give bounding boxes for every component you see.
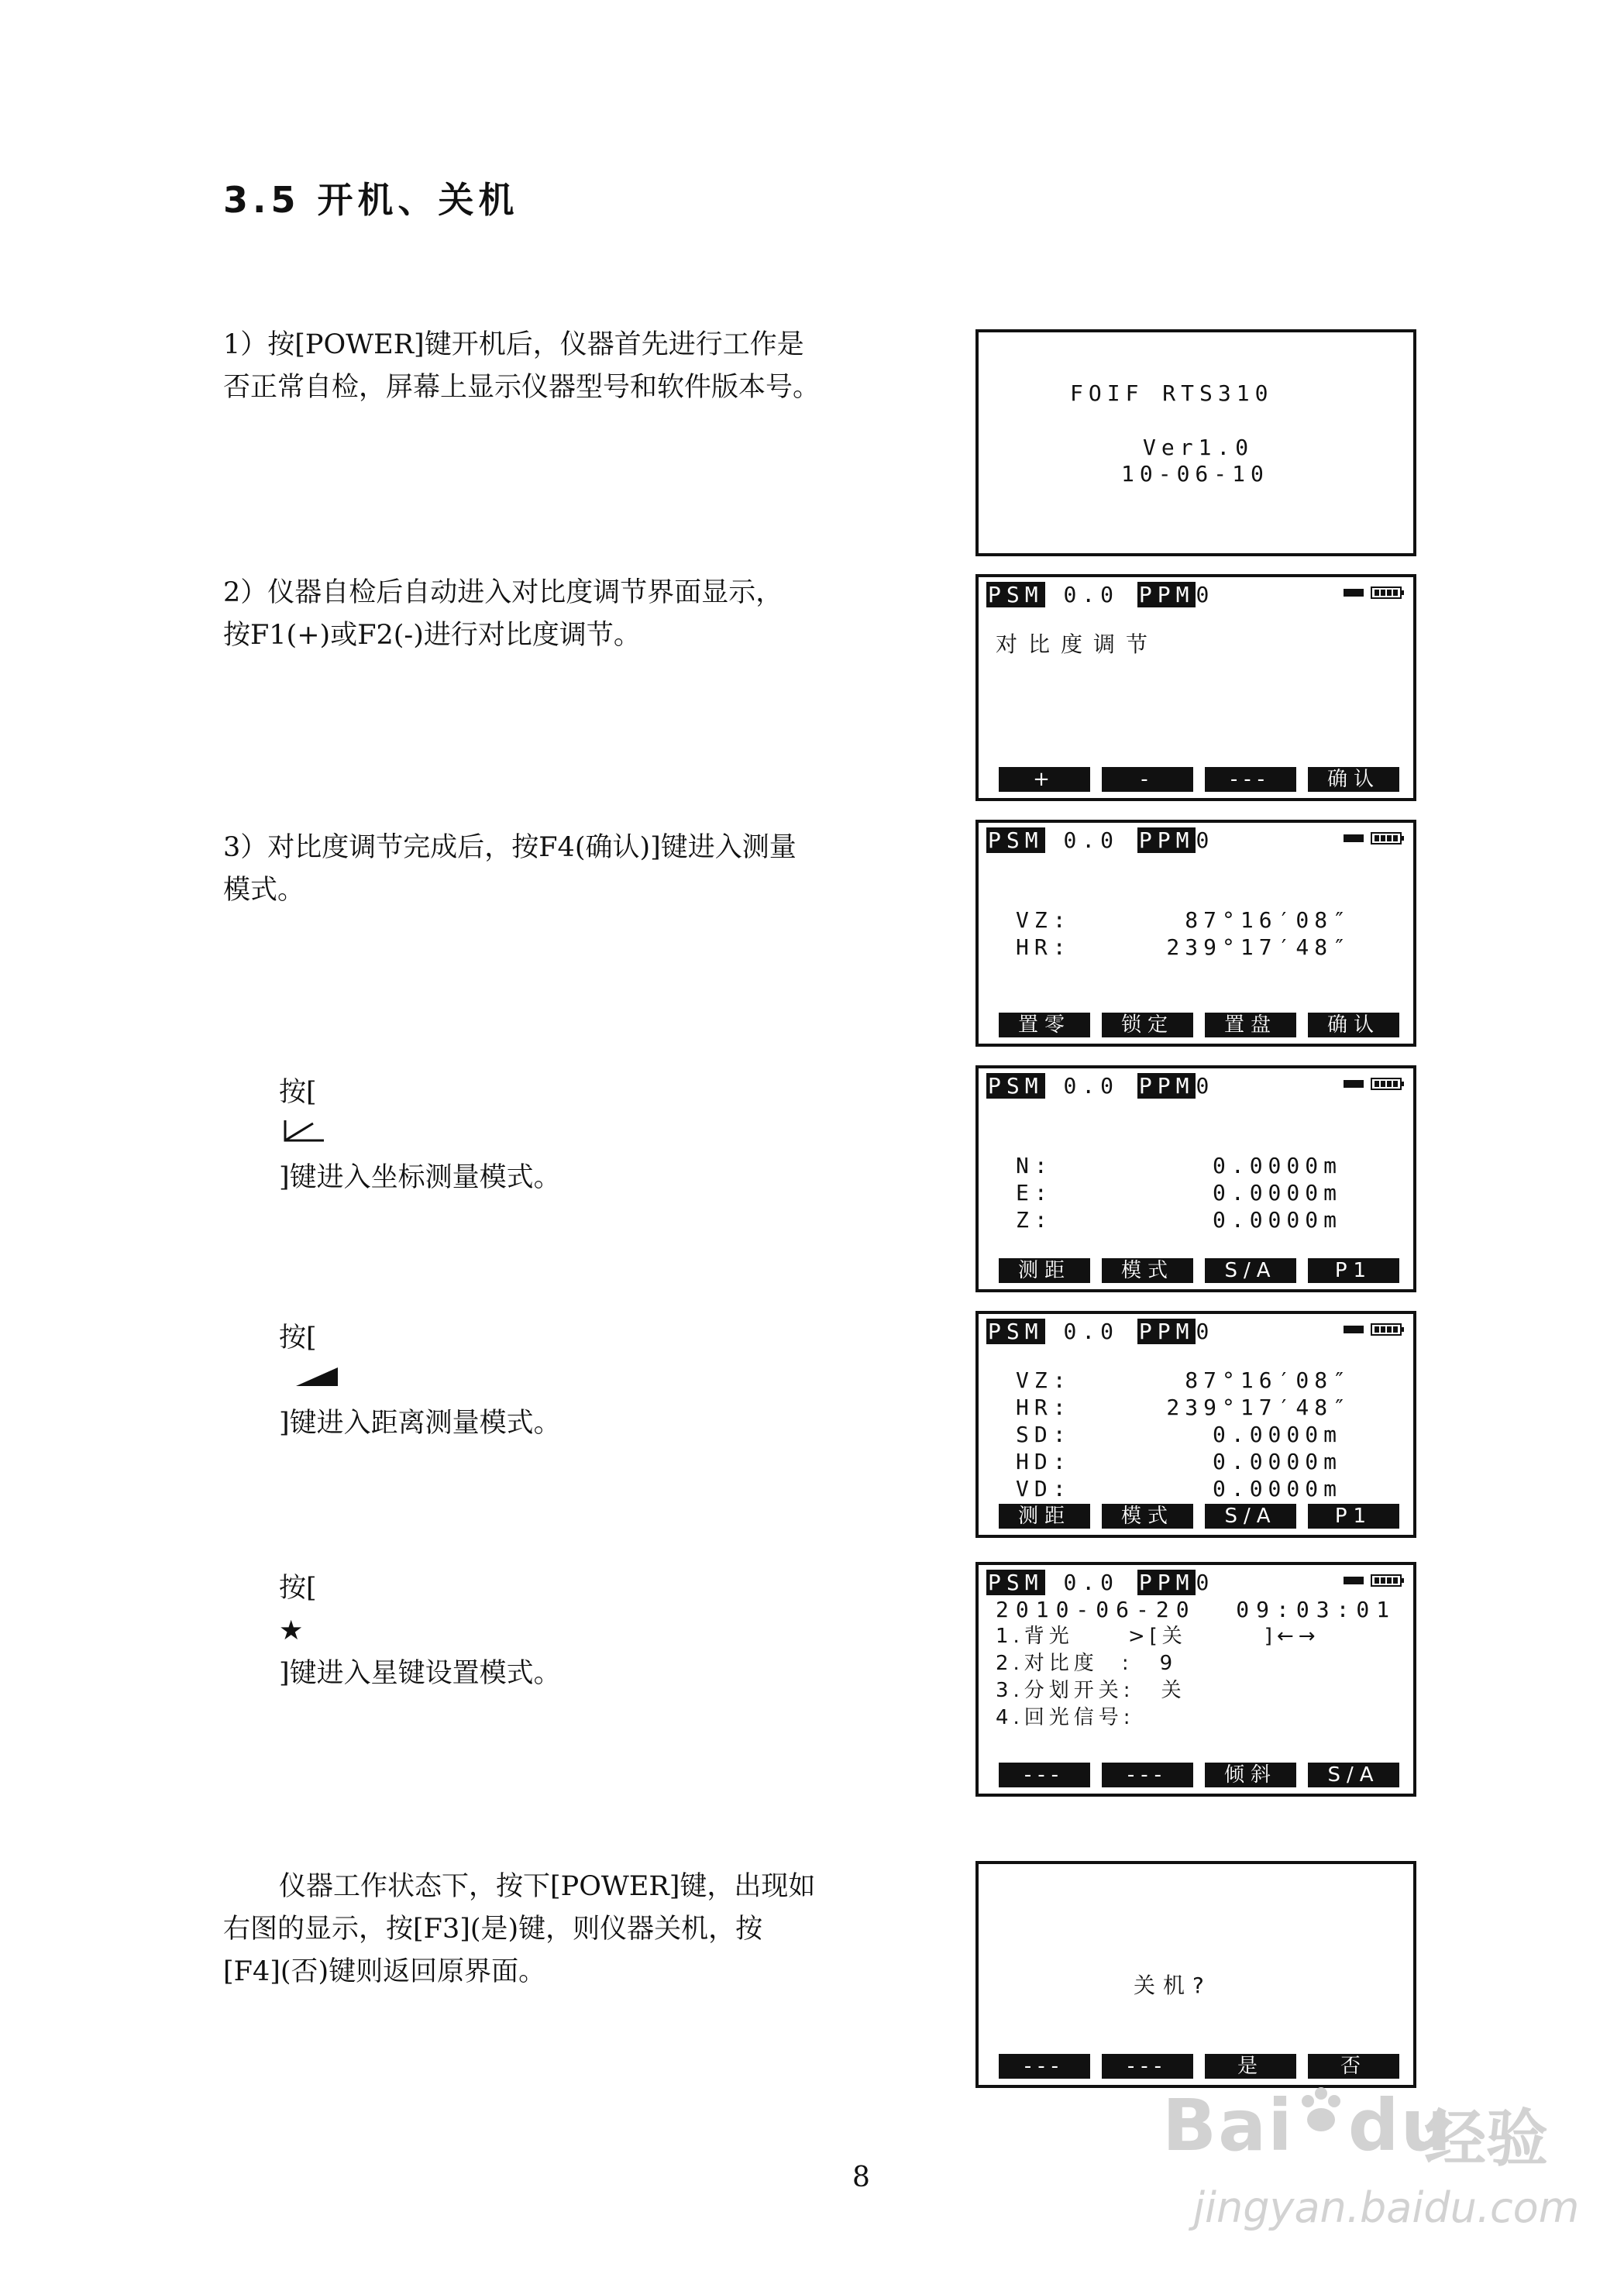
softkey-f1[interactable]: 测距: [999, 1258, 1090, 1283]
softkey-f2[interactable]: 模式: [1102, 1258, 1193, 1283]
coordinate-measure-screen: [975, 1065, 1416, 1292]
ppm-label: PPM: [1138, 1319, 1195, 1344]
paragraph-distance-key: [279, 1317, 561, 1445]
status-bar: [986, 827, 1214, 854]
item-separator: >[: [1127, 1625, 1162, 1648]
power-off-screen: [975, 1861, 1416, 2088]
softkey-f2[interactable]: ---: [1102, 2054, 1193, 2079]
watermark-brand-main: Bai: [1162, 2084, 1294, 2167]
softkey-f2[interactable]: 锁定: [1102, 1013, 1193, 1037]
ppm-value: 0: [1196, 582, 1215, 607]
text-line: 按F1(+)或F2(-)进行对比度调节。: [223, 620, 641, 651]
item-label: 3.分划开关:: [996, 1679, 1135, 1702]
softkey-f4[interactable]: P1: [1308, 1258, 1399, 1283]
z-label: Z:: [1016, 1207, 1053, 1233]
paw-icon: [1294, 2084, 1348, 2138]
watermark-url: jingyan.baidu.com: [1193, 2183, 1580, 2232]
ppm-value: 0: [1196, 1570, 1215, 1595]
softkey-f1[interactable]: 置零: [999, 1013, 1090, 1037]
battery-icon: [1344, 1323, 1404, 1336]
page-number: 8: [852, 2162, 870, 2193]
text-line: 右图的显示，按[F3](是)键，则仪器关机，按: [223, 1914, 763, 1945]
ppm-label: PPM: [1138, 1073, 1195, 1099]
softkey-bar: [999, 2054, 1399, 2079]
vz-label: VZ:: [1016, 1367, 1072, 1393]
ppm-value: 0: [1196, 1073, 1215, 1099]
text-line: 2）仪器自检后自动进入对比度调节界面显示，: [223, 577, 783, 608]
softkey-f2[interactable]: ---: [1102, 1763, 1193, 1787]
item-separator: :: [1121, 1652, 1134, 1675]
item-label: 4.回光信号:: [996, 1706, 1135, 1729]
softkey-f3[interactable]: S/A: [1205, 1258, 1296, 1283]
softkey-f1[interactable]: 测距: [999, 1504, 1090, 1529]
distance-measure-screen: [975, 1311, 1416, 1538]
contrast-title: 对比度调节: [996, 631, 1159, 657]
text-line: 1）按[POWER]键开机后，仪器首先进行工作是: [223, 329, 804, 360]
softkey-f1[interactable]: ---: [999, 1763, 1090, 1787]
vz-value: 87°16′08″: [1185, 1367, 1351, 1393]
softkey-f3[interactable]: 置盘: [1205, 1013, 1296, 1037]
star-key-screen: [975, 1562, 1416, 1797]
ppm-label: PPM: [1138, 827, 1195, 853]
softkey-f4[interactable]: S/A: [1308, 1763, 1399, 1787]
text-fragment: 按[: [279, 1323, 317, 1354]
text-line: 否正常自检，屏幕上显示仪器型号和软件版本号。: [223, 372, 821, 403]
item-value: 关: [1161, 1625, 1187, 1648]
vd-value: 0.0000m: [1212, 1476, 1342, 1501]
menu-item-backlight[interactable]: [996, 1623, 1320, 1650]
paragraph-coord-key: [279, 1071, 561, 1199]
softkey-f3[interactable]: 倾斜: [1205, 1763, 1296, 1787]
item-value: 9: [1159, 1652, 1178, 1675]
coordinate-key-icon: [279, 1117, 327, 1144]
sd-label: SD:: [1016, 1422, 1072, 1447]
psm-value: 0.0: [1063, 1073, 1120, 1099]
e-label: E:: [1016, 1180, 1053, 1206]
ppm-value: 0: [1196, 1319, 1215, 1344]
item-label: 1.背光: [996, 1625, 1074, 1648]
status-bar: [986, 1319, 1214, 1345]
paragraph-power-on: [223, 324, 820, 409]
hr-value: 239°17′48″: [1166, 1395, 1351, 1420]
hr-label: HR:: [1016, 934, 1072, 960]
psm-label: PSM: [988, 1319, 1044, 1344]
boot-screen: [975, 329, 1416, 556]
softkey-f4[interactable]: 确认: [1308, 1013, 1399, 1037]
text-fragment: 按[: [279, 1573, 317, 1604]
hr-label: HR:: [1016, 1395, 1072, 1420]
watermark-brand-tail: du: [1347, 2084, 1454, 2167]
psm-label: PSM: [988, 1073, 1044, 1099]
item-arrows: ]←→: [1264, 1625, 1320, 1648]
n-value: 0.0000m: [1212, 1153, 1342, 1178]
softkey-bar: [999, 767, 1399, 792]
star-key-icon: ★: [279, 1615, 304, 1646]
software-version: Ver1.0: [1143, 435, 1254, 460]
n-label: N:: [1016, 1153, 1053, 1178]
paragraph-measure-mode: [223, 827, 797, 912]
text-fragment: ]键进入距离测量模式。: [279, 1408, 561, 1439]
text-line: 3）对比度调节完成后，按F4(确认)]键进入测量: [223, 832, 797, 863]
vd-label: VD:: [1016, 1476, 1072, 1501]
psm-label: PSM: [988, 827, 1044, 853]
model-name: FOIF RTS310: [1070, 380, 1274, 406]
datetime: 2010-06-20 09:03:01: [996, 1597, 1397, 1622]
psm-value: 0.0: [1063, 1570, 1120, 1595]
softkey-f3[interactable]: S/A: [1205, 1504, 1296, 1529]
menu-item-reticle[interactable]: [996, 1677, 1186, 1704]
battery-icon: [1344, 1574, 1404, 1587]
text-fragment: ]键进入星键设置模式。: [279, 1658, 561, 1689]
menu-item-contrast[interactable]: [996, 1650, 1177, 1677]
status-bar: [986, 1073, 1214, 1099]
status-bar: [986, 1570, 1214, 1596]
hr-value: 239°17′48″: [1166, 934, 1351, 960]
vz-value: 87°16′08″: [1185, 907, 1351, 933]
softkey-f3[interactable]: ---: [1205, 767, 1296, 792]
softkey-no[interactable]: 否: [1308, 2054, 1399, 2079]
battery-icon: [1344, 586, 1404, 600]
softkey-f4[interactable]: 确认: [1308, 767, 1399, 792]
watermark-brand: [1162, 2084, 1453, 2167]
distance-key-icon: [279, 1363, 349, 1389]
z-value: 0.0000m: [1212, 1207, 1342, 1233]
softkey-f1[interactable]: +: [999, 767, 1090, 792]
softkey-bar: [999, 1763, 1399, 1787]
menu-item-return-signal[interactable]: [996, 1704, 1135, 1732]
softkey-yes[interactable]: 是: [1205, 2054, 1296, 2079]
softkey-f4[interactable]: P1: [1308, 1504, 1399, 1529]
psm-label: PSM: [988, 582, 1044, 607]
text-line: 仪器工作状态下，按下[POWER]键，出现如: [279, 1871, 816, 1902]
watermark-cn: 经验: [1424, 2103, 1548, 2175]
ppm-label: PPM: [1138, 1570, 1195, 1595]
softkey-f2[interactable]: 模式: [1102, 1504, 1193, 1529]
section-title: 3.5 开机、关机: [223, 179, 519, 221]
text-line: [F4](否)键则返回原界面。: [223, 1956, 546, 1987]
softkey-f2[interactable]: -: [1102, 767, 1193, 792]
battery-icon: [1344, 831, 1404, 845]
e-value: 0.0000m: [1212, 1180, 1342, 1206]
psm-value: 0.0: [1063, 827, 1120, 853]
ppm-label: PPM: [1138, 582, 1195, 607]
softkey-bar: [999, 1258, 1399, 1283]
psm-value: 0.0: [1063, 582, 1120, 607]
battery-icon: [1344, 1077, 1404, 1091]
sd-value: 0.0000m: [1212, 1422, 1342, 1447]
text-fragment: 按[: [279, 1077, 317, 1108]
status-bar: [986, 582, 1214, 608]
hd-label: HD:: [1016, 1449, 1072, 1474]
softkey-f1[interactable]: ---: [999, 2054, 1090, 2079]
text-line: 模式。: [223, 875, 305, 906]
item-label: 2.对比度: [996, 1652, 1099, 1675]
text-fragment: ]键进入坐标测量模式。: [279, 1162, 561, 1193]
softkey-bar: [999, 1504, 1399, 1529]
vz-label: VZ:: [1016, 907, 1072, 933]
contrast-screen: [975, 574, 1416, 801]
softkey-bar: [999, 1013, 1399, 1037]
hd-value: 0.0000m: [1212, 1449, 1342, 1474]
paragraph-power-off: [223, 1866, 815, 1993]
paragraph-star-key: [279, 1567, 561, 1695]
paragraph-contrast: [223, 572, 783, 657]
power-off-prompt: 关机?: [1134, 1973, 1212, 1998]
ppm-value: 0: [1196, 827, 1215, 853]
version-date: 10-06-10: [1121, 461, 1269, 487]
psm-label: PSM: [988, 1570, 1044, 1595]
item-value: 关: [1161, 1679, 1186, 1702]
angle-measure-screen: [975, 820, 1416, 1047]
psm-value: 0.0: [1063, 1319, 1120, 1344]
